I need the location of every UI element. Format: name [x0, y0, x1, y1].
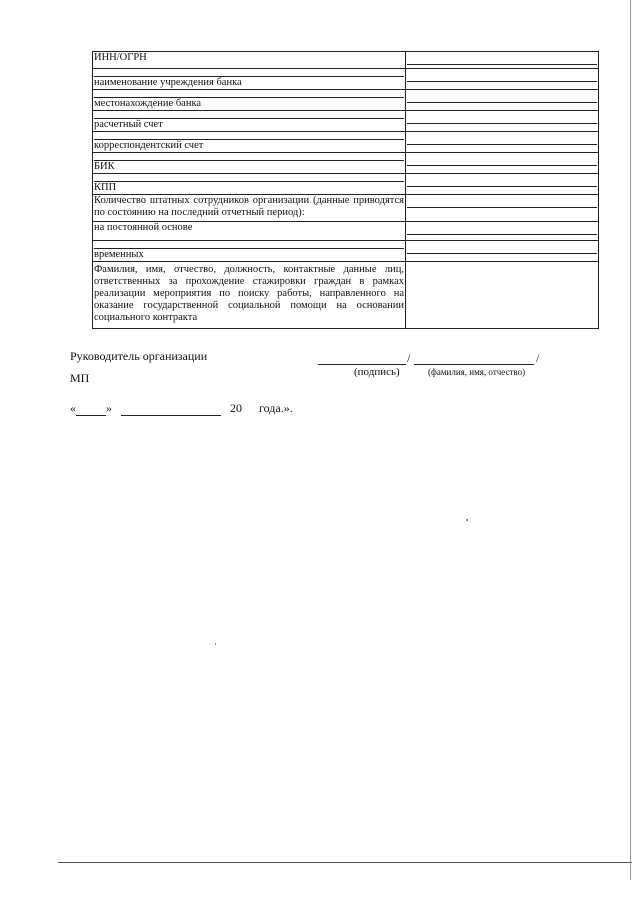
row-label-settlement-account — [93, 111, 406, 132]
row-label-bank-name-text: наименование учреждения банка — [94, 77, 242, 88]
row-label-bik-text: БИК — [94, 161, 115, 172]
row-label-staff-count: Количество штатных сотрудников организации (данные приводятся по состоянию на последний отчетный период): — [93, 195, 406, 222]
table-row — [93, 195, 599, 222]
row-value-bank-name — [406, 69, 599, 90]
date-line — [70, 401, 293, 416]
scan-edge-line — [58, 862, 632, 863]
date-close-quote: » — [106, 401, 112, 415]
row-label-bank-location — [93, 90, 406, 111]
table-row — [93, 222, 599, 241]
scan-side-line — [630, 0, 631, 880]
row-label-responsible-persons: Фамилия, имя, отчество, должность, контактные данные лиц, ответственных за прохождение стажировки граждан в рамках реализации мероприятия по поиску работы, направленного на оказание государственной социальной помощи на основании социального контракта — [93, 262, 406, 329]
table-row — [93, 241, 599, 262]
label-sub-line — [94, 111, 404, 119]
row-value-responsible-persons — [406, 262, 599, 329]
label-sub-line — [94, 241, 404, 249]
row-label-temporary-text: временных — [94, 249, 144, 260]
table-row — [93, 111, 599, 132]
full-name-line — [414, 353, 534, 365]
row-label-correspondent-account-text: корреспондентский счет — [94, 140, 204, 151]
row-label-bik — [93, 153, 406, 174]
row-label-inn-ogrn: ИНН/ОГРН — [93, 52, 406, 69]
row-label-settlement-account-text: расчетный счет — [94, 119, 163, 130]
signature-caption: (подпись) — [354, 366, 400, 378]
row-value-permanent — [406, 222, 599, 241]
table-row — [93, 132, 599, 153]
table-row — [93, 262, 599, 329]
row-label-permanent: на постоянной основе — [93, 222, 406, 241]
year-suffix: года.». — [259, 401, 293, 415]
table-row — [93, 153, 599, 174]
full-name-slash-end: / — [536, 351, 540, 365]
row-label-correspondent-account — [93, 132, 406, 153]
scan-speck — [215, 643, 216, 645]
signature-line — [318, 353, 406, 365]
label-sub-line — [94, 69, 404, 77]
value-sub-line — [407, 90, 597, 103]
table-row — [93, 90, 599, 111]
value-sub-line — [407, 174, 597, 187]
month-blank — [121, 404, 221, 416]
label-sub-line — [94, 153, 404, 161]
value-sub-line — [407, 241, 597, 254]
row-value-inn-ogrn — [406, 52, 599, 69]
value-sub-line — [407, 69, 597, 82]
table-row — [93, 69, 599, 90]
row-label-temporary — [93, 241, 406, 262]
day-blank — [76, 404, 106, 416]
value-sub-line — [407, 153, 597, 166]
value-sub-line — [407, 132, 597, 145]
row-label-kpp — [93, 174, 406, 195]
year-prefix: 20 — [230, 401, 242, 415]
label-sub-line — [94, 132, 404, 140]
label-sub-line — [94, 174, 404, 182]
full-name-caption: (фамилия, имя, отчество) — [428, 367, 526, 377]
row-label-bank-name — [93, 69, 406, 90]
table-row — [93, 52, 599, 69]
row-value-kpp — [406, 174, 599, 195]
signature-slash: / — [407, 351, 411, 365]
row-label-bank-location-text: местонахождение банка — [94, 98, 202, 109]
row-value-bik — [406, 153, 599, 174]
value-sub-line — [407, 111, 597, 124]
row-value-correspondent-account — [406, 132, 599, 153]
value-sub-line — [407, 52, 597, 65]
value-sub-line — [407, 195, 597, 208]
row-value-settlement-account — [406, 111, 599, 132]
value-sub-line — [407, 222, 597, 235]
organization-details-table — [92, 51, 599, 329]
row-label-kpp-text: КПП — [94, 182, 117, 193]
row-value-staff-count — [406, 195, 599, 222]
row-value-bank-location — [406, 90, 599, 111]
scan-speck — [466, 519, 468, 521]
seal-placeholder: МП — [70, 371, 90, 385]
row-value-temporary — [406, 241, 599, 262]
table-row — [93, 174, 599, 195]
label-sub-line — [94, 90, 404, 98]
date-open-quote: « — [70, 401, 76, 415]
head-of-organization-label: Руководитель организации — [70, 349, 208, 363]
